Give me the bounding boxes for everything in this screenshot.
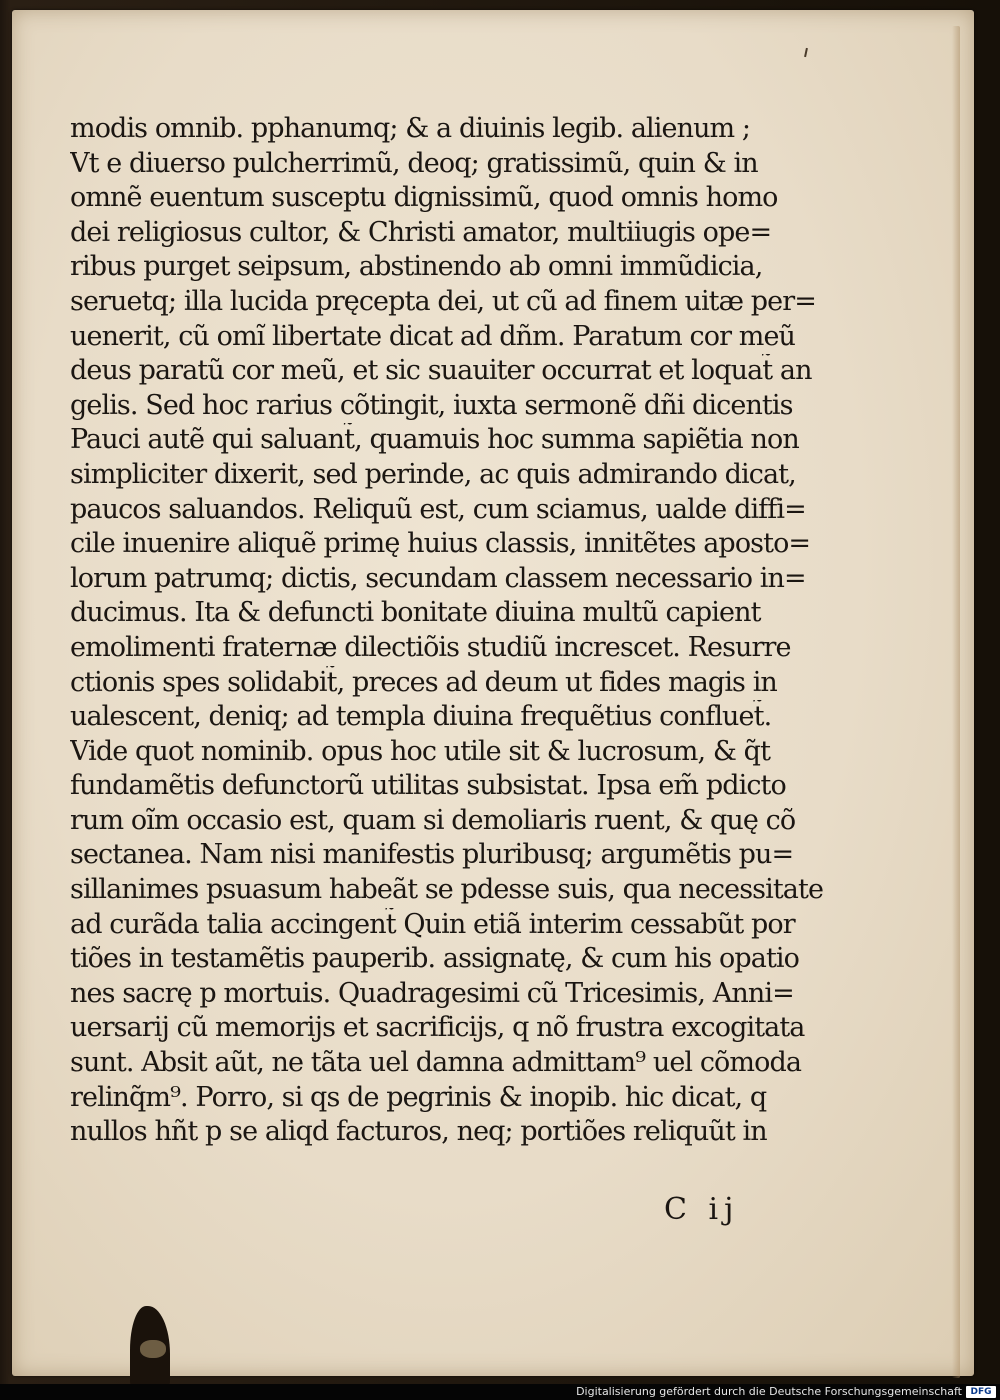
funding-footer — [0, 1384, 1000, 1400]
page-text — [70, 112, 840, 1150]
text-line: nullos hñt p se aliqd facturos, neq; portiões reliquũt in — [70, 1116, 767, 1148]
dfg-logo: DFG — [966, 1386, 996, 1398]
text-line: relinq̃m⁹. Porro, si qs de pegrinis & inopib. hic dicat, q — [70, 1081, 767, 1113]
text-line: deus paratũ cor meũ, et sic suauiter occurrat et loquat̃ an — [70, 355, 812, 387]
text-line: uersarij cũ memorijs et sacrificijs, q nõ frustra excogitata — [70, 1012, 805, 1044]
text-line: tiões in testamẽtis pauperib. assignatę, & cum his opatio — [70, 943, 799, 975]
text-line: ctionis spes solidabit̃, preces ad deum ut fides magis in — [70, 666, 777, 698]
funding-credit: Digitalisierung gefördert durch die Deutsche Forschungsgemeinschaft — [576, 1385, 962, 1398]
text-line: ribus purget seipsum, abstinendo ab omni immũdicia, — [70, 251, 763, 283]
text-line: sillanimes psuasum habeãt se pdesse suis, qua necessitate — [70, 874, 824, 906]
text-line: modis omnib. pphanumq; & a diuinis legib. alienum ; — [70, 113, 751, 144]
text-line: lorum patrumq; dictis, secundam classem necessario in= — [70, 562, 806, 594]
text-line: seruetq; illa lucida pręcepta dei, ut cũ ad finem uitæ per= — [70, 285, 816, 317]
text-line: fundamẽtis defunctorũ utilitas subsistat. Ipsa em̃ pdicto — [70, 770, 786, 802]
text-line: paucos saluandos. Reliquũ est, cum sciamus, ualde diffi= — [70, 493, 806, 525]
paper-speck — [804, 48, 808, 57]
text-line: sectanea. Nam nisi manifestis pluribusq; argumẽtis pu= — [70, 839, 794, 871]
text-line: sunt. Absit aũt, ne tãta uel damna admittam⁹ uel cõmoda — [70, 1047, 802, 1079]
text-line: ducimus. Ita & defuncti bonitate diuina multũ capient — [70, 597, 761, 629]
text-line: gelis. Sed hoc rarius cõtingit, iuxta sermonẽ dñi dicentis — [70, 389, 793, 421]
text-line: dei religiosus cultor, & Christi amator, multiiugis ope= — [70, 216, 772, 248]
text-line: emolimenti fraternæ dilectiõis studiũ increscet. Resurre — [70, 631, 791, 663]
text-line: simpliciter dixerit, sed perinde, ac quis admirando dicat, — [70, 458, 796, 490]
text-line: Pauci autẽ qui saluant̃, quamuis hoc summa sapiẽtia non — [70, 424, 799, 456]
text-line: ualescent, deniq; ad templa diuina frequẽtius confluet̃. — [70, 701, 772, 733]
text-line: Vt e diuerso pulcherrimũ, deoq; gratissimũ, quin & in — [70, 147, 758, 179]
text-line: ad curãda talia accingent̃ Quin etiã interim cessabũt por — [70, 908, 795, 940]
text-line: Vide quot nominib. opus hoc utile sit & lucrosum, & q̃t — [70, 735, 771, 767]
text-line: omnẽ euentum susceptu dignissimũ, quod omnis homo — [70, 182, 778, 214]
text-line: rum oĩm occasio est, quam si demoliaris ruent, & quę cõ — [70, 804, 796, 836]
page-damage — [130, 1306, 170, 1386]
text-line: uenerit, cũ omĩ libertate dicat ad dñm. Paratum cor meũ — [70, 320, 796, 352]
signature-mark: C ij — [664, 1192, 740, 1227]
page-edge-shadow — [952, 26, 960, 1378]
text-line: cile inuenire aliquẽ primę huius classis, innitẽtes aposto= — [70, 528, 811, 560]
text-line: nes sacrę p mortuis. Quadragesimi cũ Tricesimis, Anni= — [70, 977, 794, 1009]
